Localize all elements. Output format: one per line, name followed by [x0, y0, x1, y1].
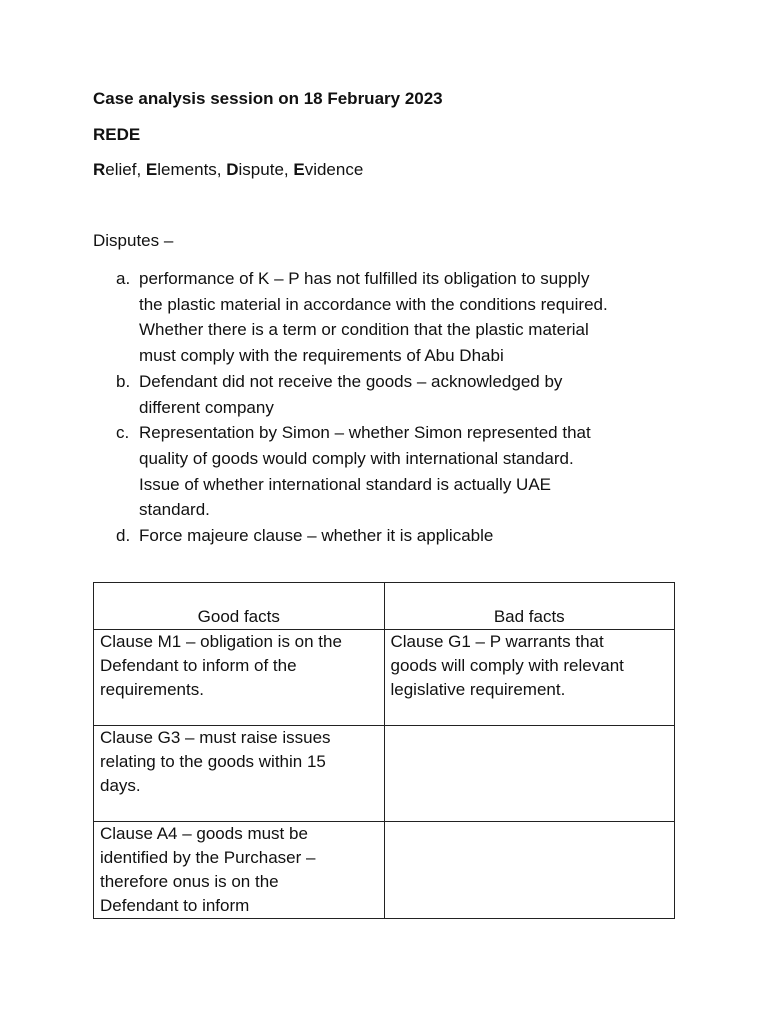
expansion-rest: lements,	[157, 160, 227, 179]
table-header-row	[94, 583, 675, 630]
dispute-text-line: Whether there is a term or condition that the plastic material	[139, 320, 589, 340]
bad-fact-cell	[384, 630, 675, 726]
cell-text-line: therefore onus is on the	[100, 872, 279, 891]
dispute-text-line: Representation by Simon – whether Simon represented that	[139, 423, 591, 443]
dispute-text-line: Force majeure clause – whether it is applicable	[139, 526, 494, 546]
bad-fact-cell-empty	[384, 726, 675, 822]
expansion-rest: ispute,	[238, 160, 294, 179]
good-fact-cell	[94, 726, 385, 822]
acronym-heading: REDE	[93, 125, 141, 144]
dispute-text-line: must comply with the requirements of Abu Dhabi	[139, 346, 504, 366]
acronym-expansion	[93, 160, 363, 180]
good-fact-cell	[94, 822, 385, 919]
expansion-initial: E	[145, 160, 158, 179]
list-marker: a.	[116, 269, 131, 288]
dispute-text-line: standard.	[139, 500, 210, 520]
cell-text-line: requirements.	[100, 680, 204, 699]
dispute-item-c	[0, 420, 768, 523]
cell-text-line: relating to the goods within 15	[100, 752, 326, 771]
cell-text-line: Clause G3 – must raise issues	[100, 728, 331, 747]
dispute-text-line: performance of K – P has not fulfilled its obligation to supply	[139, 269, 590, 288]
expansion-initial: D	[226, 160, 239, 179]
facts-table	[93, 582, 675, 919]
dispute-text-line: Defendant did not receive the goods – acknowledged by	[139, 371, 563, 391]
good-facts-header: Good facts	[94, 583, 385, 630]
dispute-text-line: the plastic material in accordance with the conditions required.	[139, 294, 608, 314]
list-marker: c.	[116, 423, 130, 443]
cell-text-line: Defendant to inform of the	[100, 656, 297, 675]
expansion-initial: R	[93, 160, 106, 179]
dispute-text-line: Issue of whether international standard is actually UAE	[139, 474, 552, 494]
list-marker: b.	[116, 371, 131, 391]
table-row	[94, 726, 675, 822]
bad-facts-header: Bad facts	[384, 583, 675, 630]
dispute-item-d	[0, 523, 768, 549]
cell-text-line: Defendant to inform	[100, 896, 250, 915]
dispute-item-a	[0, 266, 768, 369]
dispute-item-b	[0, 369, 768, 420]
dispute-list	[0, 266, 768, 549]
table-row	[94, 630, 675, 726]
expansion-rest: elief,	[105, 160, 146, 179]
cell-text-line: Clause A4 – goods must be	[100, 824, 308, 843]
bad-fact-cell-empty	[384, 822, 675, 919]
cell-text-line: identified by the Purchaser –	[100, 848, 316, 867]
disputes-label: Disputes –	[93, 231, 174, 250]
cell-text-line: days.	[100, 776, 141, 795]
expansion-rest: vidence	[304, 160, 364, 179]
document-title: Case analysis session on 18 February 2023	[93, 89, 443, 108]
cell-text-line: legislative requirement.	[390, 680, 566, 699]
good-fact-cell	[94, 630, 385, 726]
expansion-initial: E	[293, 160, 305, 179]
dispute-text-line: different company	[139, 397, 274, 417]
cell-text-line: Clause G1 – P warrants that	[390, 632, 604, 651]
cell-text-line: Clause M1 – obligation is on the	[100, 632, 342, 651]
table-row	[94, 822, 675, 919]
dispute-text-line: quality of goods would comply with international standard.	[139, 448, 574, 468]
cell-text-line: goods will comply with relevant	[390, 656, 624, 675]
list-marker: d.	[116, 526, 131, 546]
